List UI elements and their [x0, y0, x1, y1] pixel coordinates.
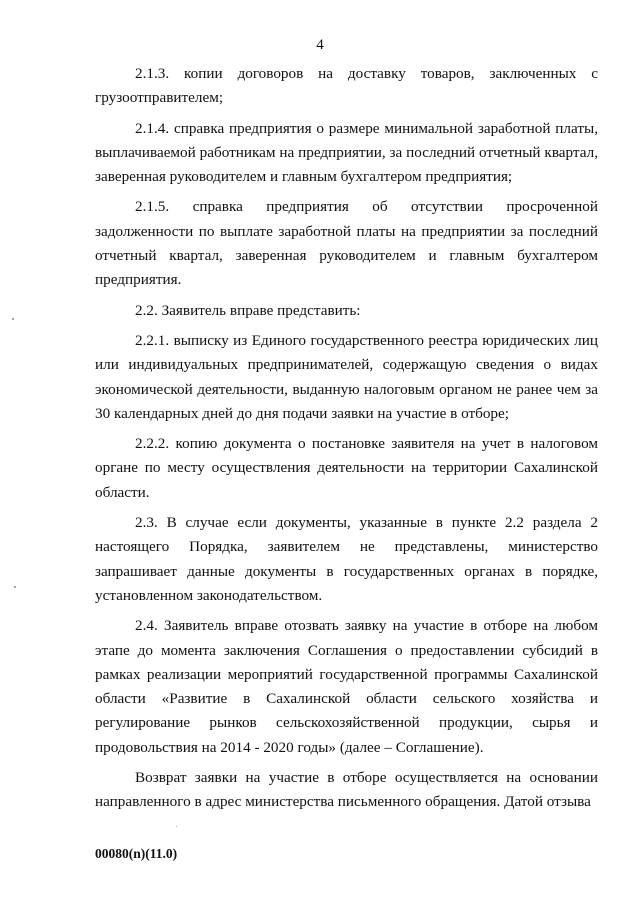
scan-speck: [176, 826, 177, 827]
paragraph-2-4: 2.4. Заявитель вправе отозвать заявку на участие в отборе на любом этапе до момента заключения Соглашения о предоставлении субсидий в рамках реализации мероприятий государственной программы Сахалинской области «Развитие в Сахалинской области сельского хозяйства и регулирование рынков сельскохозяйственной продукции, сырья и продовольствия на 2014 - 2020 годы» (далее – Соглашение).: [95, 617, 598, 756]
paragraph-2-3: 2.3. В случае если документы, указанные в пункте 2.2 раздела 2 настоящего Порядка, заявителем не представлены, министерство запрашивает данные документы в государственных органах в порядке, установленном законодательством.: [95, 514, 598, 604]
paragraph-2-2-2: 2.2.2. копию документа о постановке заявителя на учет в налоговом органе по месту осуществления деятельности на территории Сахалинской области.: [95, 435, 598, 501]
paragraph-2-1-3: 2.1.3. копии договоров на доставку товаров, заключенных с грузоотправителем;: [95, 65, 598, 107]
paragraph-2-1-4: 2.1.4. справка предприятия о размере минимальной заработной платы, выплачиваемой работникам на предприятии, за последний отчетный квартал, заверенная руководителем и главным бухгалтером предприятия;: [95, 119, 598, 186]
paragraph-withdrawal-return: Возврат заявки на участие в отборе осуществляется на основании направленного в адрес министерства письменного обращения. Датой отзыва: [95, 769, 598, 811]
page-number: 4: [316, 37, 324, 53]
paragraph-2-1-5: 2.1.5. справка предприятия об отсутствии просроченной задолженности по выплате заработной платы на предприятии за последний отчетный квартал, заверенная руководителем и главным бухгалтером предприятия.: [95, 198, 598, 289]
paragraph-2-2-1: 2.2.1. выписку из Единого государственного реестра юридических лиц или индивидуальных предпринимателей, содержащую сведения о видах экономической деятельности, выданную налоговым органом не ранее чем за 30 календарных дней до дня подачи заявки на участие в отборе;: [95, 331, 598, 422]
paragraph-2-2: 2.2. Заявитель вправе представить:: [135, 301, 361, 319]
document-code: 00080(n)(11.0): [95, 846, 178, 861]
scan-speck: [12, 318, 14, 320]
scan-speck: [14, 586, 16, 588]
document-body: [95, 62, 598, 815]
